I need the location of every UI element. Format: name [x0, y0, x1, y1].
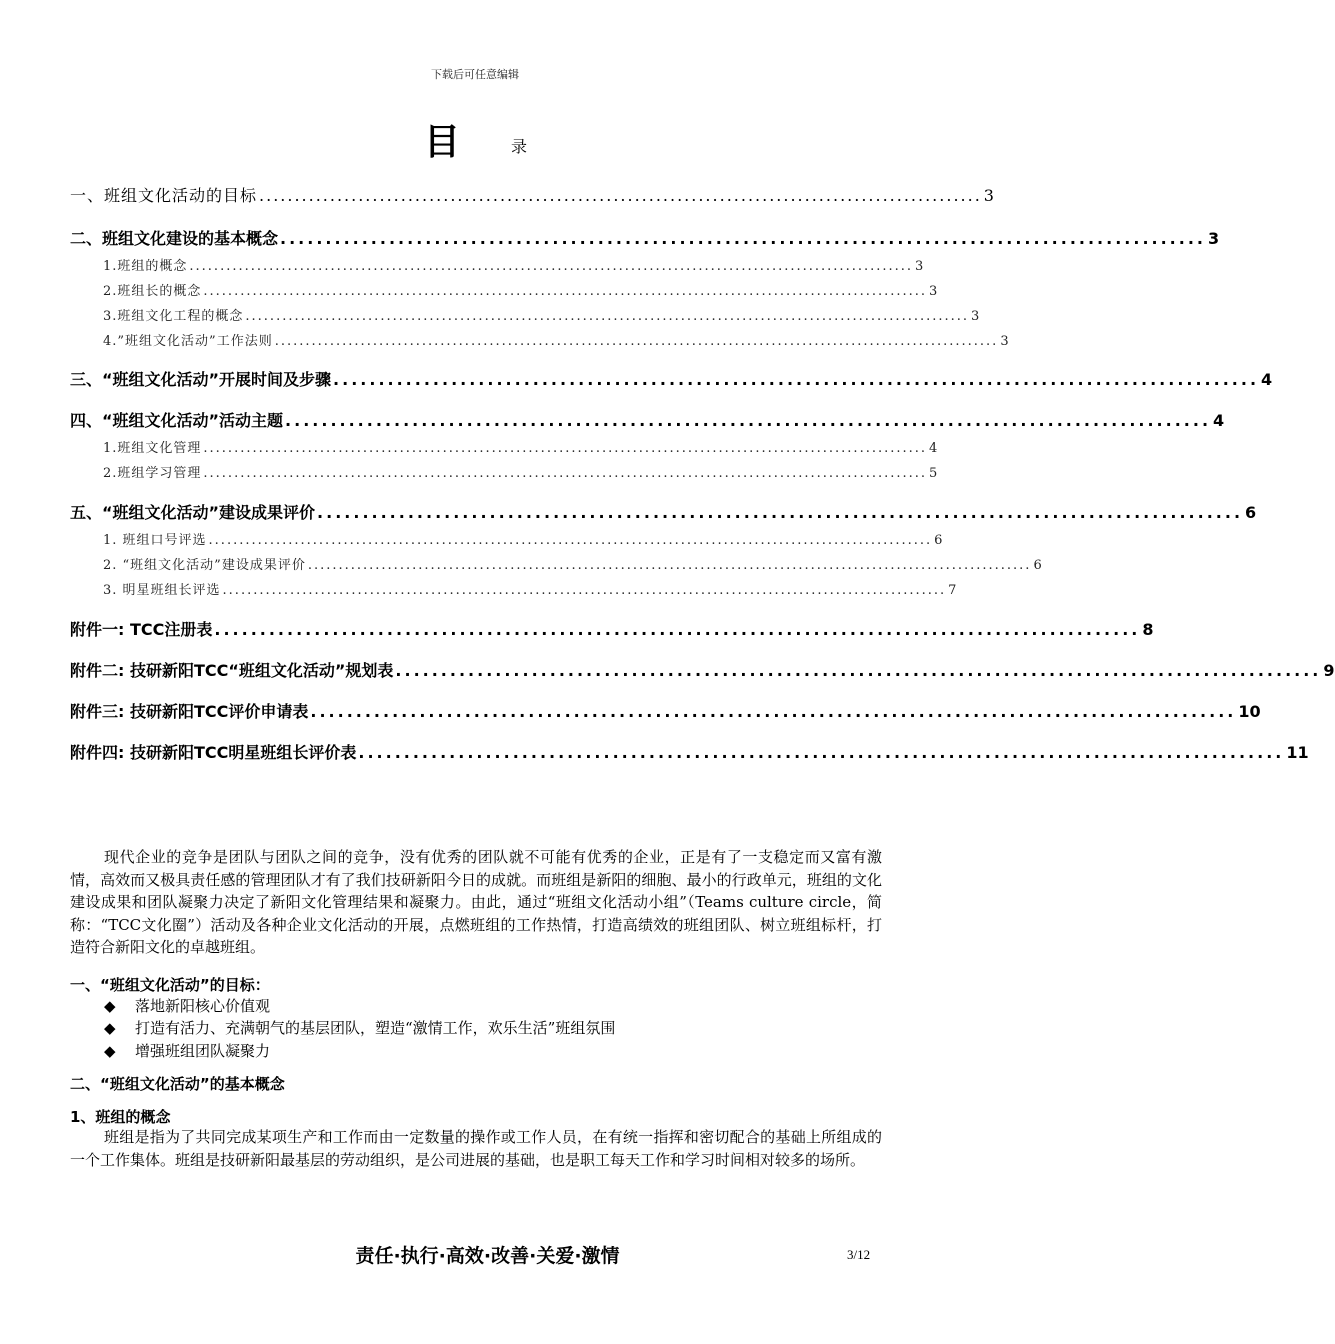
list-item: [104, 1017, 615, 1038]
toc-entry-page: 4: [1213, 411, 1225, 430]
toc-subentry[interactable]: [103, 579, 958, 598]
toc-entry[interactable]: [70, 367, 1273, 390]
list-item-text: 增强班组团队凝聚力: [135, 1042, 271, 1060]
toc-subentry[interactable]: [103, 529, 944, 548]
toc-entry-label: 3.班组文化工程的概念: [103, 309, 244, 324]
toc-dot-leader: ......................................................................................................................: [203, 466, 928, 481]
toc-dot-leader: ......................................................................................................................: [245, 309, 970, 324]
toc-entry-label: 附件四: 技研新阳TCC明星班组长评价表: [70, 743, 357, 762]
toc-dot-leader: ......................................................................................................: [358, 743, 1285, 762]
toc-entry-label: 1.班组的概念: [103, 259, 188, 274]
toc-entry-label: 1. 班组口号评选: [103, 533, 207, 548]
list-item: [104, 1040, 270, 1061]
toc-entry-page: 3: [983, 186, 995, 205]
list-item-text: 打造有活力、充满朝气的基层团队，塑造“激情工作，欢乐生活”班组氛围: [135, 1019, 616, 1037]
toc-title-secondary: 录: [511, 137, 528, 156]
intro-paragraph: 现代企业的竞争是团队与团队之间的竞争，没有优秀的团队就不可能有优秀的企业，正是有了一支稳定而又富有激情，高效而又极具责任感的管理团队才有了我们技研新阳今日的成就。而班组是新阳的细胞、最小的行政单元，班组的文化建设成果和团队凝聚力决定了新阳文化管理结果和凝聚力。由此，通过“班组文化活动小组”（Teams culture circle，简称：“TCC文化圈”）活动及各种企业文化活动的开展，点燃班组的工作热情，打造高绩效的班组团队、树立班组标杆，打造符合新阳文化的卓越班组。: [70, 848, 882, 956]
toc-entry-label: 2.班组学习管理: [103, 466, 202, 481]
toc-entry-page: 3: [915, 259, 925, 274]
toc-entry-page: 8: [1142, 620, 1154, 639]
toc-entry-page: 3: [929, 284, 939, 299]
toc-entry[interactable]: [70, 183, 995, 206]
toc-entry-page: 3: [1000, 334, 1010, 349]
toc-dot-leader: ......................................................................................................................: [189, 259, 914, 274]
toc-subentry[interactable]: [103, 437, 939, 456]
toc-dot-leader: ......................................................................................................................: [274, 334, 999, 349]
toc-dot-leader: ......................................................................................................: [395, 661, 1322, 680]
toc-entry-label: 3. 明星班组长评选: [103, 583, 221, 598]
toc-entry-page: 6: [1245, 503, 1257, 522]
page-header: 下载后可任意编辑: [431, 68, 519, 81]
toc-dot-leader: ......................................................................................................: [310, 702, 1237, 721]
toc-dot-leader: ......................................................................................................: [214, 620, 1141, 639]
toc-title: [0, 114, 950, 163]
toc-subentry[interactable]: [103, 462, 939, 481]
toc-entry-page: 4: [929, 441, 939, 456]
toc-dot-leader: ......................................................................................................: [317, 503, 1244, 522]
toc-title-main: 目: [424, 122, 461, 163]
toc-dot-leader: ......................................................................................................................: [203, 441, 928, 456]
toc-dot-leader: ......................................................................................................................: [222, 583, 947, 598]
toc-entry-page: 3: [1207, 229, 1220, 248]
diamond-bullet-icon: ◆: [104, 1042, 116, 1060]
toc-entry[interactable]: [70, 226, 1220, 249]
footer-motto: 责任·执行·高效·改善·关爱·激情: [355, 1245, 620, 1267]
toc-dot-leader: ......................................................................................................: [285, 411, 1212, 430]
diamond-bullet-icon: ◆: [104, 997, 116, 1015]
list-item: [104, 995, 270, 1016]
page-number: 3/12: [847, 1247, 871, 1262]
toc-dot-leader: ......................................................................................................: [333, 370, 1260, 389]
toc-dot-leader: ......................................................................................................: [259, 186, 982, 205]
section-heading-goals: 一、“班组文化活动”的目标：: [70, 976, 270, 994]
toc-entry-label: 四、“班组文化活动”活动主题: [70, 411, 284, 430]
toc-entry[interactable]: [70, 740, 1309, 763]
toc-entry-label: 2. “班组文化活动”建设成果评价: [103, 558, 306, 573]
toc-dot-leader: ......................................................................................................................: [307, 558, 1032, 573]
toc-entry[interactable]: [70, 500, 1257, 523]
toc-subentry[interactable]: [103, 330, 1010, 349]
toc-entry-page: 6: [934, 533, 944, 548]
toc-entry-label: 五、“班组文化活动”建设成果评价: [70, 503, 316, 522]
toc-entry-page: 7: [948, 583, 958, 598]
toc-entry-label: 三、“班组文化活动”开展时间及步骤: [70, 370, 332, 389]
body-paragraph: 班组是指为了共同完成某项生产和工作而由一定数量的操作或工作人员，在有统一指挥和密切配合的基础上所组成的一个工作集体。班组是技研新阳最基层的劳动组织，是公司进展的基础，也是职工每天工作和学习时间相对较多的场所。: [70, 1128, 882, 1169]
toc-entry[interactable]: [70, 699, 1261, 722]
toc-dot-leader: ......................................................................................................: [280, 229, 1206, 248]
toc-entry-label: 一、班组文化活动的目标: [70, 186, 258, 205]
toc-entry-label: 附件一: TCC注册表: [70, 620, 213, 639]
toc-entry[interactable]: [70, 617, 1154, 640]
toc-entry-label: 二、班组文化建设的基本概念: [70, 229, 279, 248]
toc-subentry[interactable]: [103, 255, 925, 274]
toc-entry-page: 5: [929, 466, 939, 481]
toc-entry-label: 2.班组长的概念: [103, 284, 202, 299]
list-item-text: 落地新阳核心价值观: [135, 997, 271, 1015]
diamond-bullet-icon: ◆: [104, 1019, 116, 1037]
toc-subentry[interactable]: [103, 554, 1043, 573]
toc-entry-page: 10: [1238, 702, 1261, 721]
toc-entry-page: 6: [1033, 558, 1043, 573]
toc-entry[interactable]: [70, 408, 1225, 431]
subsection-heading: 1、班组的概念: [70, 1108, 171, 1126]
toc-dot-leader: ......................................................................................................................: [203, 284, 928, 299]
toc-entry-page: 3: [971, 309, 981, 324]
toc-entry-label: 附件二: 技研新阳TCC“班组文化活动”规划表: [70, 661, 394, 680]
toc-entry-page: 4: [1261, 370, 1273, 389]
toc-dot-leader: ......................................................................................................................: [208, 533, 933, 548]
toc-entry-label: 1.班组文化管理: [103, 441, 202, 456]
toc-entry-page: 9: [1323, 661, 1335, 680]
toc-entry-page: 11: [1286, 743, 1309, 762]
toc-entry-label: 附件三: 技研新阳TCC评价申请表: [70, 702, 309, 721]
section-heading-concepts: 二、“班组文化活动”的基本概念: [70, 1075, 285, 1093]
toc-entry-label: 4.”班组文化活动”工作法则: [103, 334, 273, 349]
toc-subentry[interactable]: [103, 305, 981, 324]
toc-subentry[interactable]: [103, 280, 939, 299]
toc-entry[interactable]: [70, 658, 1335, 681]
